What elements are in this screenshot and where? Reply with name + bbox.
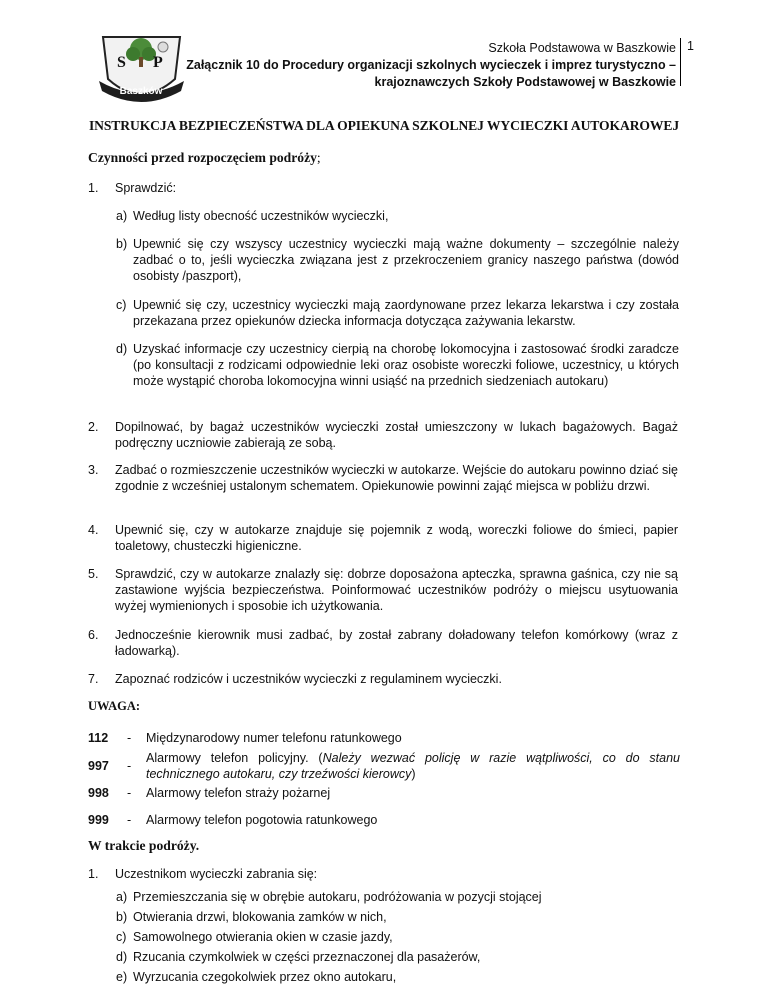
logo-letter-s: S [117, 54, 126, 71]
list-item [88, 671, 678, 687]
attachment-line-1: Załącznik 10 do Procedury organizacji szkolnych wycieczek i imprez turystyczno – [186, 58, 676, 72]
sub-text: Przemieszczania się w obrębie autokaru, podróżowania w pozycji stojącej [133, 890, 542, 904]
list-text: Jednocześnie kierownik musi zadbać, by został zabrany doładowany telefon komórkowy (wraz z ładowarką). [115, 628, 678, 658]
sub-text: Rzucania czymkolwiek w części przeznaczonej dla pasażerów, [133, 950, 481, 964]
school-logo [95, 29, 188, 105]
sub-text: Samowolnego otwierania okien w czasie jazdy, [133, 930, 393, 944]
sub-letter: c) [116, 930, 127, 944]
emergency-dash: - [127, 813, 132, 827]
list-number: 6. [88, 628, 99, 642]
page-number: 1 [687, 39, 694, 53]
emergency-number: 999 [88, 813, 109, 827]
list-number: 5. [88, 567, 99, 581]
emergency-description: Alarmowy telefon straży pożarnej [146, 786, 331, 800]
logo-letter-p: P [153, 54, 163, 71]
list-number: 2. [88, 420, 99, 434]
list-number: 1. [88, 867, 99, 881]
emergency-italic-note: Należy wezwać policję w razie wątpliwości, co do stanu technicznego autokaru, czy trzeźwości kierowcy [146, 751, 680, 781]
sub-text: Upewnić się czy wszyscy uczestnicy wycieczki mają ważne dokumenty – szczególnie należy zadbać o to, jeśli wycieczka związana jest z przekroczeniem granicy naszego państwa (dowód osobisty /paszport), [133, 237, 679, 283]
emergency-number: 112 [88, 731, 109, 745]
section-heading-during-trip: W trakcie podróży. [88, 838, 200, 853]
emergency-text: Alarmowy telefon policyjny. ( [146, 751, 323, 765]
sub-list-item [116, 297, 679, 329]
emergency-text-after: ) [411, 767, 416, 781]
document-title: INSTRUKCJA BEZPIECZEŃSTWA DLA OPIEKUNA SZKOLNEJ WYCIECZKI AUTOKAROWEJ [88, 118, 680, 133]
emergency-description: Alarmowy telefon pogotowia ratunkowego [146, 813, 378, 827]
emergency-dash: - [127, 786, 132, 800]
sub-letter: c) [116, 298, 127, 312]
list-item [88, 419, 678, 451]
list-text: Upewnić się, czy w autokarze znajduje się pojemnik z wodą, woreczki foliowe do śmieci, papier toaletowy, chusteczki higieniczne. [115, 523, 678, 553]
sub-list-item [116, 889, 679, 905]
list-item [88, 522, 678, 554]
section-heading-suffix: ; [316, 150, 321, 165]
sub-list-item [116, 929, 679, 945]
sub-text: Otwierania drzwi, blokowania zamków w nich, [133, 910, 387, 924]
emergency-number: 997 [88, 759, 109, 773]
emergency-row [88, 750, 680, 782]
list-number: 7. [88, 672, 99, 686]
warning-label: UWAGA: [88, 699, 141, 713]
emergency-row [88, 812, 680, 828]
list-text: Dopilnować, by bagaż uczestników wycieczki został umieszczony w lukach bagażowych. Bagaż podręczny uczniowie zabierają ze sobą. [115, 420, 678, 450]
sub-letter: d) [116, 342, 128, 356]
emergency-row [88, 785, 680, 801]
logo-banner-text: Baszków [119, 86, 163, 97]
sub-letter: a) [116, 209, 128, 223]
list-text: Zapoznać rodziców i uczestników wycieczki z regulaminem wycieczki. [115, 672, 502, 686]
sub-letter: d) [116, 950, 128, 964]
sub-text: Upewnić się czy, uczestnicy wycieczki mają zaordynowane przez lekarza lekarstwa i czy została przekazana przez opiekunów dziecka informacja dotycząca zażywania lekarstw. [133, 298, 679, 328]
emergency-row [88, 730, 680, 746]
sub-list-item [116, 909, 679, 925]
sub-list-item [116, 341, 679, 389]
attachment-line-2: krajoznawczych Szkoły Podstawowej w Baszkowie [374, 75, 676, 89]
list-text: Sprawdzić, czy w autokarze znalazły się: dobrze doposażona apteczka, sprawna gaśnica, czy nie są zastawione wyjścia bezpieczeństwa. Poinformować uczestników podróży o miejscu usytuowania wyżej wymienionych i sposobie ich użytkowania. [115, 567, 678, 613]
sub-text: Wyrzucania czegokolwiek przez okno autokaru, [133, 970, 397, 984]
list-item [88, 866, 678, 882]
list-item [88, 566, 678, 614]
emergency-description: Międzynarodowy numer telefonu ratunkowego [146, 731, 402, 745]
emergency-dash: - [127, 731, 132, 745]
section-heading-before-trip [88, 150, 321, 166]
school-name: Szkoła Podstawowa w Baszkowie [488, 41, 676, 55]
list-item [88, 462, 678, 494]
list-number: 4. [88, 523, 99, 537]
sub-list-item [116, 236, 679, 284]
list-text: Sprawdzić: [115, 181, 177, 195]
emergency-number: 998 [88, 786, 109, 800]
section-heading-text: Czynności przed rozpoczęciem podróży [88, 150, 317, 165]
list-text: Zadbać o rozmieszczenie uczestników wycieczki w autokarze. Wejście do autokaru powinno dziać się zgodnie z wcześniej ustalonym schematem. Opiekunowie powinni zająć miejsca w pobliżu drzwi. [115, 463, 678, 493]
sub-list-item [116, 949, 679, 965]
list-item [88, 180, 678, 196]
page-header [186, 40, 676, 91]
sub-list-item [116, 969, 679, 985]
list-text: Uczestnikom wycieczki zabrania się: [115, 867, 318, 881]
sub-letter: e) [116, 970, 128, 984]
emergency-description [146, 750, 680, 782]
sub-letter: b) [116, 910, 128, 924]
list-item [88, 627, 678, 659]
list-number: 1. [88, 181, 99, 195]
sub-letter: b) [116, 237, 128, 251]
header-divider [680, 38, 681, 86]
list-number: 3. [88, 463, 99, 477]
sub-list-item [116, 208, 679, 224]
sub-text: Uzyskać informacje czy uczestnicy cierpią na chorobę lokomocyjna i zastosować środki zaradcze (po konsultacji z rodzicami odpowiednie leki oraz osobiste woreczki foliowe, uczestnicy, u których może wystąpić choroba lokomocyjna winni usiąść na przednich siedzeniach autokaru) [133, 342, 679, 388]
sub-letter: a) [116, 890, 128, 904]
emergency-dash: - [127, 759, 132, 773]
sub-text: Według listy obecność uczestników wycieczki, [133, 209, 389, 223]
